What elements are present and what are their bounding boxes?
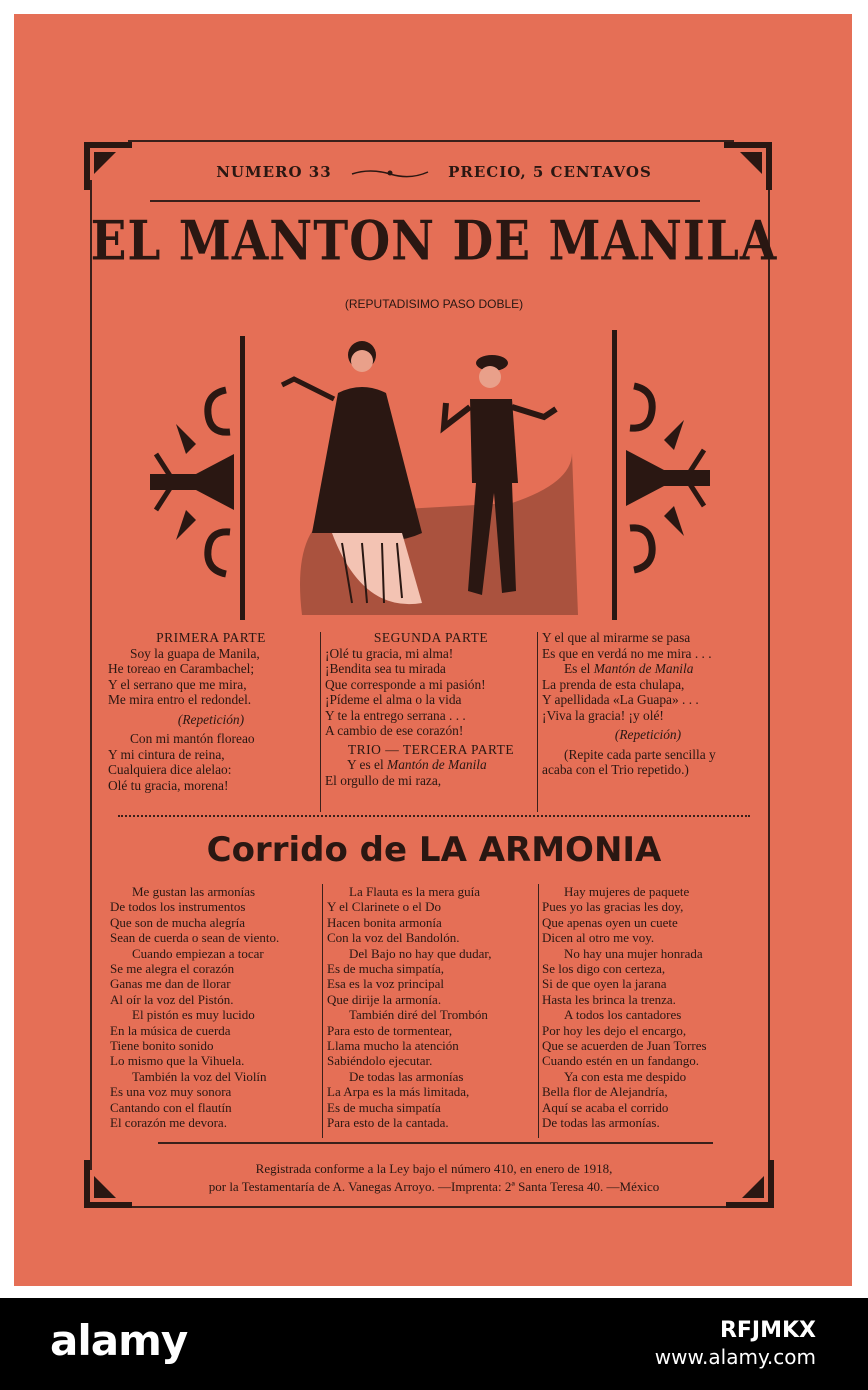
verse-line: Es una voz muy sonora: [110, 1084, 232, 1100]
header-rule: [150, 200, 700, 202]
verse-line: Que son de mucha alegría: [110, 914, 246, 930]
column-separator: [320, 632, 321, 812]
verse-line: Si de que oyen la jarana: [542, 976, 667, 992]
verse-line: Que se acuerden de Juan Torres: [542, 1038, 707, 1054]
frame-left-line: [90, 180, 92, 1170]
verse-line: De todos los instrumentos: [110, 899, 246, 915]
song-subtitle: (REPUTADISIMO PASO DOBLE): [344, 297, 524, 311]
stock-image-id: RFJMKX: [719, 1318, 816, 1343]
verse-line: No hay una mujer honrada: [564, 945, 703, 961]
frame-top-line: [128, 140, 734, 142]
verse-line: Es de mucha simpatía,: [327, 961, 444, 977]
verse-line: Se me alegra el corazón: [110, 961, 235, 977]
verse-line: Al oír la voz del Pistón.: [110, 991, 234, 1007]
verse-line: Aquí se acaba el corrido: [542, 1099, 669, 1115]
repetition-note: (Repetición): [177, 711, 245, 727]
swirl-ornament-icon: [350, 166, 430, 180]
verse-line: Me mira entro el redondel.: [108, 692, 252, 707]
corrido-title-prefix: Corrido de: [206, 830, 408, 870]
verse-line: Que corresponde a mi pasión!: [325, 676, 486, 692]
verse-line: Y el que al mirarme se pasa: [542, 630, 691, 645]
verse-line: Olé tu gracia, morena!: [108, 777, 229, 793]
verse-line: También diré del Trombón: [349, 1007, 488, 1023]
song1-column-1: [108, 630, 314, 793]
verse-line: Que apenas oyen un cuete: [542, 914, 678, 930]
verse-line: Y es el Mantón de Manila: [347, 757, 487, 772]
imprint-footer: [0, 1160, 868, 1196]
verse-line: Es de mucha simpatía: [327, 1099, 441, 1115]
verse-line: Pues yo las gracias les doy,: [542, 899, 684, 915]
song1-column-3: [542, 630, 754, 778]
right-vertical-bar: [612, 330, 617, 620]
issue-number: NUMERO 33: [216, 163, 332, 181]
verse-line: Se los digo con certeza,: [542, 961, 666, 977]
issue-header: [0, 163, 868, 181]
verse-line: De todas las armonías: [349, 1068, 464, 1084]
verse-line: El orgullo de mi raza,: [325, 772, 442, 788]
imprint-line: por la Testamentaría de A. Vanegas Arroyo. —Imprenta: 2ª Santa Teresa 40. —México: [208, 1179, 660, 1194]
verse-line: A cambio de ese corazón!: [325, 723, 464, 738]
verse-line: Lo mismo que la Vihuela.: [110, 1053, 245, 1069]
song-title: EL MANTON DE MANILA: [90, 209, 778, 274]
verse-line: Cantando con el flautín: [110, 1099, 232, 1115]
verse-line: Dicen al otro me voy.: [542, 930, 655, 946]
verse-line: Para esto de tormentear,: [327, 1022, 453, 1038]
verse-line: ¡Pídeme el alma o la vida: [325, 692, 462, 707]
verse-line: Y te la entrego serrana . . .: [325, 707, 466, 723]
column-separator: [538, 884, 539, 1138]
footer-rule: [158, 1142, 713, 1144]
alamy-logo: alamy: [50, 1316, 188, 1365]
verse-line: Ganas me dan de llorar: [110, 976, 231, 992]
corrido-title: [0, 830, 868, 870]
left-vertical-bar: [240, 336, 245, 620]
part-heading: SEGUNDA PARTE: [373, 630, 489, 645]
imprint-line: Registrada conforme a la Ley bajo el número 410, en enero de 1918,: [255, 1161, 613, 1176]
verse-line: Cuando estén en un fandango.: [542, 1053, 700, 1069]
verse-line: De todas las armonías.: [542, 1115, 660, 1131]
right-scroll-ornament-icon: [622, 380, 714, 576]
verse-line: La Arpa es la más limitada,: [327, 1084, 470, 1100]
column-separator: [322, 884, 323, 1138]
instruction-line: (Repite cada parte sencilla y: [564, 746, 716, 762]
verse-line: Hacen bonita armonía: [327, 914, 442, 930]
repetition-note: (Repetición): [614, 727, 682, 742]
verse-line: La Flauta es la mera guía: [349, 884, 481, 899]
stock-url: www.alamy.com: [654, 1345, 816, 1369]
instruction-line: acaba con el Trio repetido.): [542, 762, 689, 777]
verse-line: Por hoy les dejo el encargo,: [542, 1022, 687, 1038]
verse-line: Con mi mantón floreao: [130, 731, 255, 746]
verse-line: Soy la guapa de Manila,: [130, 645, 260, 661]
verse-line: Cualquiera dice alelao:: [108, 762, 232, 777]
verse-line: El pistón es muy lucido: [132, 1007, 255, 1023]
frame-right-line: [768, 180, 770, 1170]
verse-line: Y mi cintura de reina,: [108, 746, 225, 762]
verse-line: La prenda de esta chulapa,: [542, 676, 685, 692]
stock-image-info: [655, 1318, 816, 1370]
verse-line: A todos los cantadores: [564, 1007, 682, 1023]
verse-line: Tiene bonito sonido: [110, 1038, 214, 1054]
verse-line: En la música de cuerda: [110, 1022, 231, 1038]
verse-line: Del Bajo no hay que dudar,: [349, 945, 492, 961]
verse-line: Hay mujeres de paquete: [564, 884, 690, 899]
song1-column-2: [325, 630, 537, 788]
part-heading: TRIO — TERCERA PARTE: [347, 741, 515, 757]
left-scroll-ornament-icon: [146, 384, 238, 580]
verse-line: Sean de cuerda o sean de viento.: [110, 930, 280, 946]
verse-line: Y el Clarinete o el Do: [327, 899, 441, 915]
verse-line: Me gustan las armonías: [132, 884, 256, 899]
verse-line: Cuando empiezan a tocar: [132, 945, 264, 961]
verse-line: El corazón me devora.: [110, 1115, 227, 1131]
song2-column-3: [542, 884, 756, 1131]
verse-line: He toreao en Carambachel;: [108, 661, 255, 676]
verse-line: También la voz del Violín: [132, 1068, 267, 1084]
part-heading: PRIMERA PARTE: [156, 630, 266, 645]
verse-line: ¡Viva la gracia! ¡y olé!: [542, 707, 664, 723]
verse-line: Esa es la voz principal: [327, 976, 444, 992]
frame-bottom-line: [128, 1206, 734, 1208]
verse-line: Es el Mantón de Manila: [564, 661, 694, 676]
verse-line: Es que en verdá no me mira . . .: [542, 645, 712, 661]
verse-line: ¡Olé tu gracia, mi alma!: [325, 645, 454, 661]
woodcut-illustration: [272, 333, 578, 615]
verse-line: Con la voz del Bandolón.: [327, 930, 460, 946]
dotted-divider: [118, 815, 750, 817]
issue-price: PRECIO, 5 CENTAVOS: [448, 163, 652, 181]
verse-line: Para esto de la cantada.: [327, 1115, 449, 1131]
verse-line: Y apellidada «La Guapa» . . .: [542, 692, 699, 707]
verse-line: Y el serrano que me mira,: [108, 676, 247, 692]
verse-line: Que dirije la armonía.: [327, 991, 442, 1007]
verse-line: Ya con esta me despido: [564, 1068, 687, 1084]
column-separator: [537, 632, 538, 812]
verse-line: Sabiéndolo ejecutar.: [327, 1053, 433, 1069]
corrido-title-main: LA ARMONIA: [418, 830, 662, 870]
song2-column-2: [327, 884, 539, 1131]
verse-line: ¡Bendita sea tu mirada: [325, 661, 446, 676]
song2-column-1: [110, 884, 322, 1131]
verse-line: Bella flor de Alejandría,: [542, 1084, 668, 1100]
verse-line: Hasta les brinca la trenza.: [542, 991, 676, 1007]
verse-line: Llama mucho la atención: [327, 1038, 459, 1054]
